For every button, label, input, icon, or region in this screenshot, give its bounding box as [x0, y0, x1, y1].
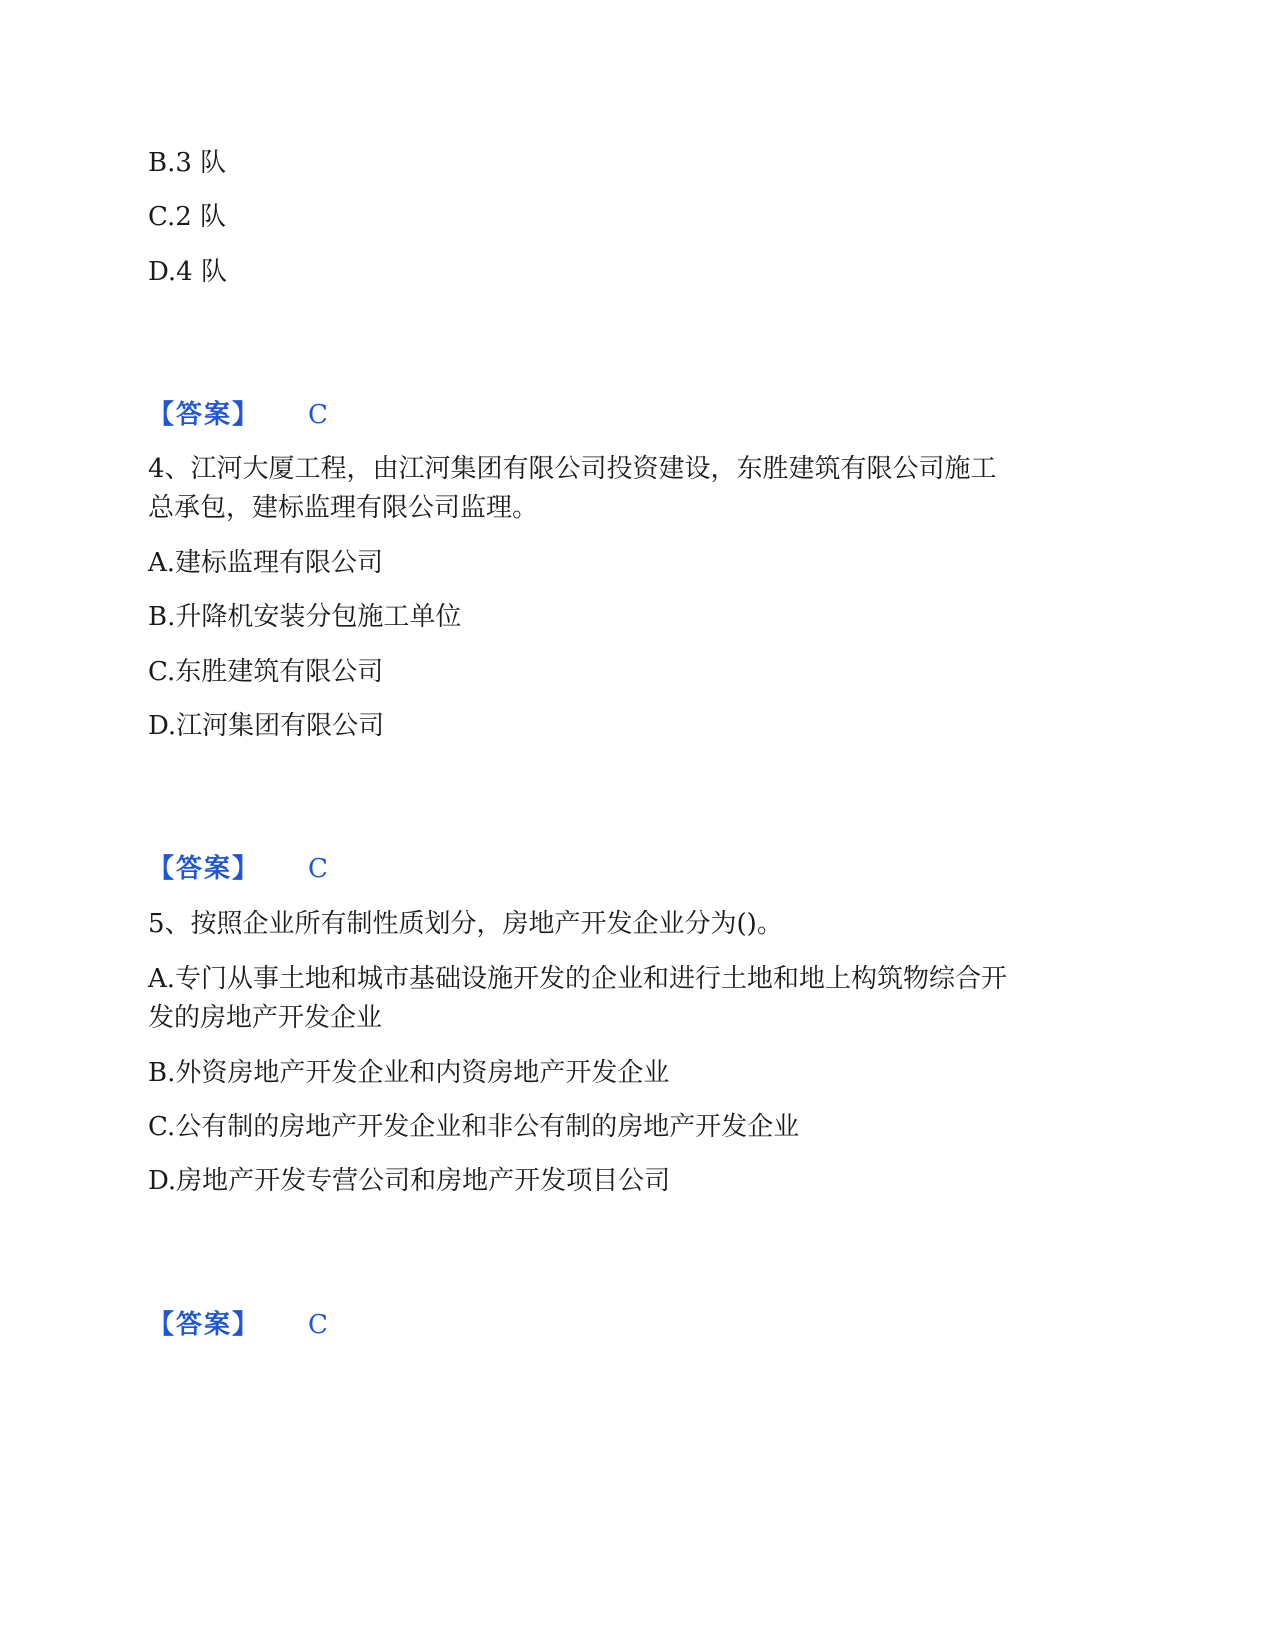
q3-option-b: B.3 队 — [148, 148, 227, 178]
q5-option-d: D.房地产开发专营公司和房地产开发项目公司 — [148, 1166, 671, 1196]
q3-answer — [148, 398, 328, 432]
q3-option-d: D.4 队 — [148, 257, 227, 287]
q5-answer-value: C — [308, 1310, 328, 1340]
q4-answer-value: C — [308, 854, 328, 884]
q4-answer — [148, 852, 328, 886]
q5-option-a-line2: 发的房地产开发企业 — [148, 1003, 383, 1033]
q3-option-c: C.2 队 — [148, 202, 227, 232]
q5-option-c: C.公有制的房地产开发企业和非公有制的房地产开发企业 — [148, 1112, 800, 1142]
q4-option-b: B.升降机安装分包施工单位 — [148, 602, 462, 632]
q5-option-b: B.外资房地产开发企业和内资房地产开发企业 — [148, 1058, 670, 1088]
q5-answer — [148, 1308, 328, 1342]
q4-answer-label: 【答案】 — [148, 854, 261, 884]
q4-option-c: C.东胜建筑有限公司 — [148, 657, 384, 687]
q5-option-a-line1: A.专门从事土地和城市基础设施开发的企业和进行土地和地上构筑物综合开 — [148, 964, 1008, 994]
q4-option-a: A.建标监理有限公司 — [148, 548, 384, 578]
q3-answer-value: C — [308, 400, 328, 430]
q5-stem: 5、按照企业所有制性质划分，房地产开发企业分为()。 — [148, 909, 783, 939]
q4-option-d: D.江河集团有限公司 — [148, 711, 385, 741]
q4-stem-line2: 总承包，建标监理有限公司监理。 — [148, 493, 539, 523]
q3-answer-label: 【答案】 — [148, 400, 261, 430]
q4-stem-line1: 4、江河大厦工程，由江河集团有限公司投资建设，东胜建筑有限公司施工 — [148, 454, 997, 484]
q5-answer-label: 【答案】 — [148, 1310, 261, 1340]
